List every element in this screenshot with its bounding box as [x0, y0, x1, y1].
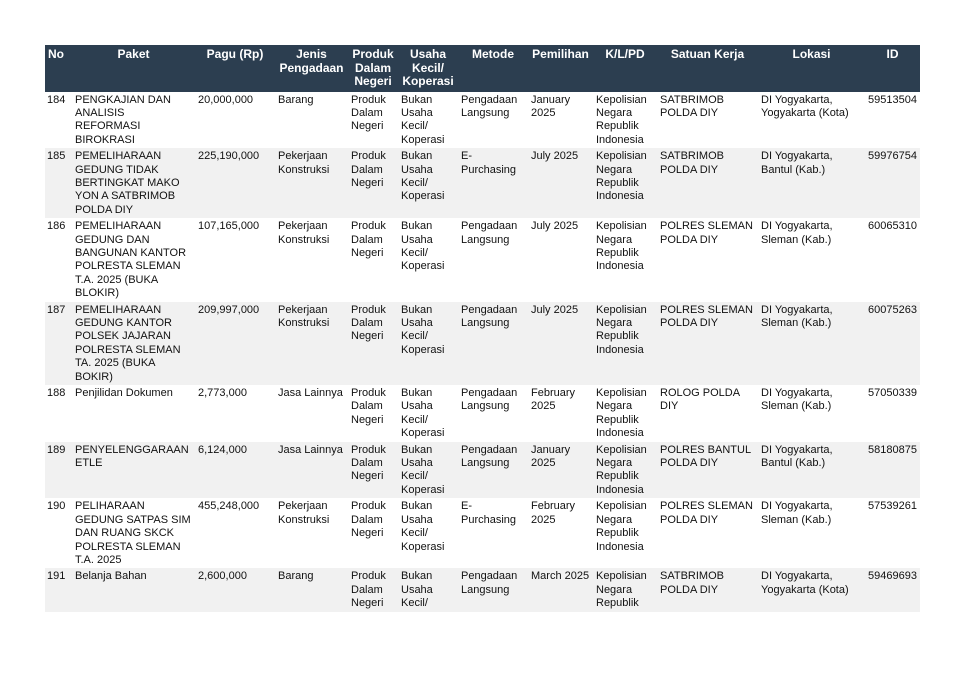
cell-no: 187	[45, 302, 72, 385]
cell-id: 59469693	[865, 568, 920, 611]
cell-produk: Produk Dalam Negeri	[351, 93, 386, 133]
table-row	[45, 568, 920, 611]
cell-jenis: Barang	[275, 568, 348, 611]
cell-jenis: Pekerjaan Konstruksi	[278, 220, 330, 246]
header-jenis: Jenis Pengadaan	[275, 45, 348, 92]
cell-no: 188	[47, 387, 66, 400]
cell-lokasi: DI Yogyakarta, Sleman (Kab.)	[761, 387, 833, 413]
cell-paket: PEMELIHARAAN GEDUNG TIDAK BERTINGKAT MAKO YON A SATBRIMOB POLDA DIY	[72, 148, 195, 218]
cell-metode: Pengadaan Langsung	[461, 387, 518, 413]
cell-usaha: Bukan Usaha Kecil/ Koperasi	[398, 442, 458, 499]
cell-produk: Produk Dalam Negeri	[348, 148, 398, 218]
cell-pemilihan: March 2025	[528, 568, 593, 611]
cell-lokasi: DI Yogyakarta, Bantul (Kab.)	[758, 148, 865, 218]
cell-satuan: POLRES SLEMAN POLDA DIY	[660, 500, 753, 526]
cell-metode: Pengadaan Langsung	[458, 442, 528, 499]
cell-usaha: Bukan Usaha Kecil/ Koperasi	[401, 220, 445, 273]
cell-lokasi: DI Yogyakarta, Yogyakarta (Kota)	[758, 568, 865, 611]
cell-produk: Produk Dalam Negeri	[351, 220, 386, 259]
table-row	[45, 498, 920, 568]
cell-satuan: SATBRIMOB POLDA DIY	[660, 93, 724, 119]
cell-produk: Produk Dalam Negeri	[348, 442, 398, 499]
cell-no: 190	[47, 500, 66, 513]
header-metode: Metode	[458, 45, 528, 92]
cell-klpd: Kepolisian Negara Republik	[593, 568, 657, 611]
cell-no: 191	[45, 568, 72, 611]
cell-usaha: Bukan Usaha Kecil/	[398, 568, 458, 611]
cell-id: 58180875	[865, 442, 920, 499]
cell-pagu: 455,248,000	[198, 500, 260, 513]
cell-no: 185	[45, 148, 72, 218]
cell-klpd: Kepolisian Negara Republik Indonesia	[593, 302, 657, 385]
header-paket: Paket	[72, 45, 195, 92]
header-satuan: Satuan Kerja	[657, 45, 758, 92]
cell-pemilihan: February 2025	[531, 500, 576, 526]
table-header-row	[45, 45, 920, 92]
cell-jenis: Pekerjaan Konstruksi	[278, 500, 330, 526]
cell-klpd: Kepolisian Negara Republik Indonesia	[596, 500, 647, 553]
cell-lokasi: DI Yogyakarta, Yogyakarta (Kota)	[761, 93, 849, 119]
cell-satuan: POLRES BANTUL POLDA DIY	[657, 442, 758, 499]
cell-jenis: Jasa Lainnya	[278, 387, 343, 400]
header-id: ID	[865, 45, 920, 92]
cell-metode: Pengadaan Langsung	[458, 568, 528, 611]
cell-no: 186	[47, 220, 66, 233]
table-row	[45, 302, 920, 385]
cell-satuan: POLRES SLEMAN POLDA DIY	[660, 220, 753, 246]
cell-pemilihan: July 2025	[531, 220, 579, 233]
cell-no: 184	[47, 93, 66, 106]
cell-jenis: Pekerjaan Konstruksi	[275, 148, 348, 218]
cell-jenis: Pekerjaan Konstruksi	[275, 302, 348, 385]
header-pemilihan: Pemilihan	[528, 45, 593, 92]
cell-id: 60065310	[868, 220, 917, 233]
cell-usaha: Bukan Usaha Kecil/ Koperasi	[401, 500, 445, 553]
cell-metode: Pengadaan Langsung	[461, 220, 518, 246]
cell-pagu: 6,124,000	[195, 442, 275, 499]
cell-pemilihan: January 2025	[528, 442, 593, 499]
cell-paket: PEMELIHARAAN GEDUNG DAN BANGUNAN KANTOR POLRESTA SLEMAN T.A. 2025 (BUKA BLOKIR)	[75, 220, 187, 300]
cell-paket: PENGKAJIAN DAN ANALISIS REFORMASI BIROKRASI	[75, 93, 171, 146]
cell-produk: Produk Dalam Negeri	[351, 387, 386, 426]
header-pagu: Pagu (Rp)	[195, 45, 275, 92]
cell-no: 189	[45, 442, 72, 499]
header-usaha: Usaha Kecil/ Koperasi	[398, 45, 458, 92]
cell-paket: PENYELENGGARAAN ETLE	[72, 442, 195, 499]
cell-usaha: Bukan Usaha Kecil/ Koperasi	[401, 93, 445, 146]
cell-id: 57050339	[868, 387, 917, 400]
table-row	[45, 148, 920, 218]
cell-pagu: 225,190,000	[195, 148, 275, 218]
cell-klpd: Kepolisian Negara Republik Indonesia	[596, 220, 647, 273]
cell-pemilihan: July 2025	[528, 148, 593, 218]
cell-satuan: ROLOG POLDA DIY	[660, 387, 740, 413]
cell-id: 59976754	[865, 148, 920, 218]
cell-pemilihan: January 2025	[531, 93, 571, 119]
cell-metode: E-Purchasing	[458, 148, 528, 218]
cell-satuan: POLRES SLEMAN POLDA DIY	[657, 302, 758, 385]
cell-produk: Produk Dalam Negeri	[348, 302, 398, 385]
cell-pagu: 20,000,000	[198, 93, 254, 106]
cell-pagu: 209,997,000	[195, 302, 275, 385]
cell-klpd: Kepolisian Negara Republik Indonesia	[593, 148, 657, 218]
cell-paket: PEMELIHARAAN GEDUNG KANTOR POLSEK JAJARAN POLRESTA SLEMAN TA. 2025 (BUKA BOKIR)	[72, 302, 195, 385]
header-klpd: K/L/PD	[593, 45, 657, 92]
cell-klpd: Kepolisian Negara Republik Indonesia	[596, 93, 647, 146]
cell-id: 57539261	[868, 500, 917, 513]
cell-usaha: Bukan Usaha Kecil/ Koperasi	[401, 387, 445, 440]
cell-pagu: 2,600,000	[195, 568, 275, 611]
cell-satuan: SATBRIMOB POLDA DIY	[657, 148, 758, 218]
header-produk: Produk Dalam Negeri	[348, 45, 398, 92]
table-row	[45, 218, 920, 301]
cell-lokasi: DI Yogyakarta, Sleman (Kab.)	[761, 500, 833, 526]
cell-id: 59513504	[868, 93, 917, 106]
cell-produk: Produk Dalam Negeri	[348, 568, 398, 611]
header-lokasi: Lokasi	[758, 45, 865, 92]
cell-pemilihan: July 2025	[528, 302, 593, 385]
cell-lokasi: DI Yogyakarta, Bantul (Kab.)	[758, 442, 865, 499]
cell-metode: Pengadaan Langsung	[458, 302, 528, 385]
cell-usaha: Bukan Usaha Kecil/ Koperasi	[398, 148, 458, 218]
cell-lokasi: DI Yogyakarta, Sleman (Kab.)	[761, 220, 833, 246]
table-row	[45, 385, 920, 442]
cell-metode: E-Purchasing	[461, 500, 517, 526]
cell-paket: Penjilidan Dokumen	[75, 387, 173, 400]
cell-pagu: 107,165,000	[198, 220, 260, 233]
cell-klpd: Kepolisian Negara Republik Indonesia	[593, 442, 657, 499]
table-row	[45, 442, 920, 499]
cell-pagu: 2,773,000	[198, 387, 247, 400]
procurement-table	[45, 45, 920, 612]
cell-id: 60075263	[865, 302, 920, 385]
cell-paket: Belanja Bahan	[72, 568, 195, 611]
cell-usaha: Bukan Usaha Kecil/ Koperasi	[398, 302, 458, 385]
cell-klpd: Kepolisian Negara Republik Indonesia	[596, 387, 647, 440]
cell-produk: Produk Dalam Negeri	[351, 500, 386, 540]
cell-metode: Pengadaan Langsung	[461, 93, 518, 119]
table-row	[45, 92, 920, 149]
cell-lokasi: DI Yogyakarta, Sleman (Kab.)	[758, 302, 865, 385]
header-no: No	[45, 45, 72, 92]
cell-jenis: Jasa Lainnya	[275, 442, 348, 499]
cell-jenis: Barang	[278, 93, 314, 106]
cell-satuan: SATBRIMOB POLDA DIY	[657, 568, 758, 611]
cell-paket: PELIHARAAN GEDUNG SATPAS SIM DAN RUANG SKCK POLRESTA SLEMAN T.A. 2025	[75, 500, 191, 566]
cell-pemilihan: February 2025	[531, 387, 576, 413]
